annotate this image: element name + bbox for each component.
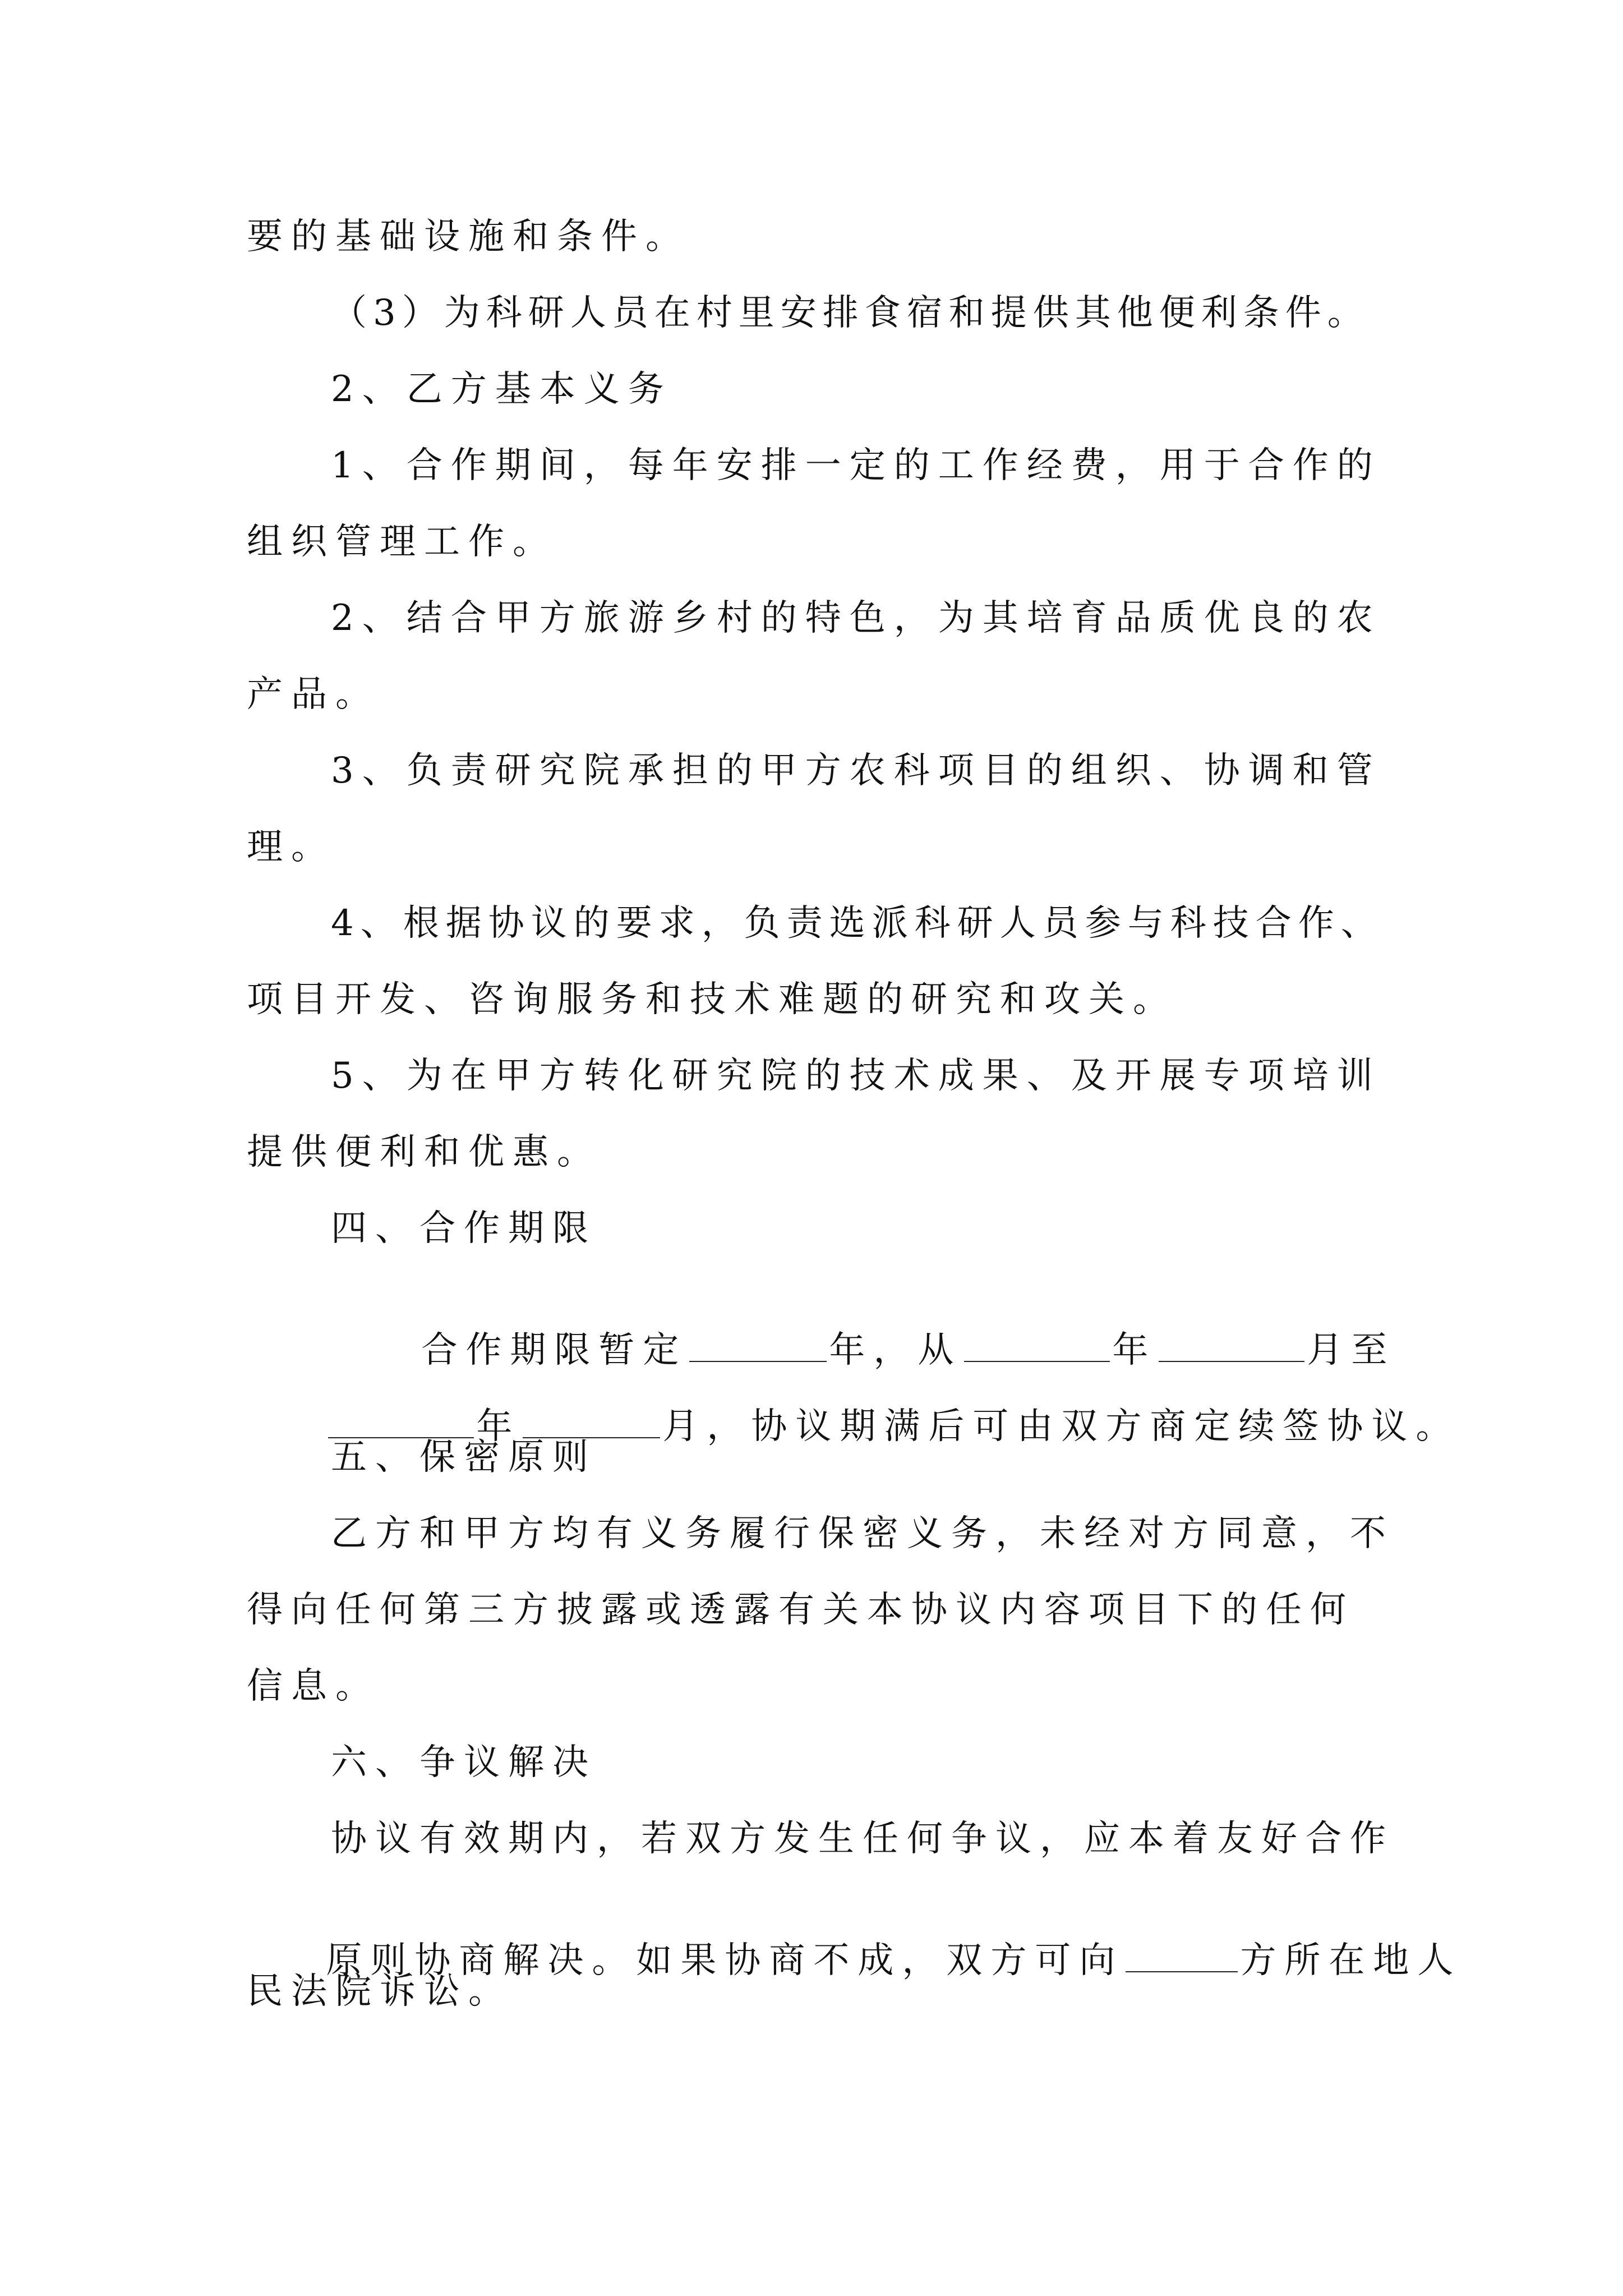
dispute-text: 原则协商解决。如果协商不成，双方可向 — [326, 1940, 1124, 1981]
text-line-with-blanks — [247, 1893, 1462, 1981]
text-line: 要的基础设施和条件。 — [247, 216, 690, 257]
text-line: 理。 — [247, 826, 335, 868]
text-line: 乙方和甲方均有义务履行保密义务，未经对方同意，不 — [331, 1513, 1394, 1554]
text-line: 2、结合甲方旅游乡村的特色，为其培育品质优良的农 — [331, 597, 1381, 639]
term-years-blank — [689, 1327, 827, 1362]
text-line: 协议有效期内，若双方发生任何争议，应本着友好合作 — [331, 1818, 1394, 1860]
text-line-with-blanks — [342, 1282, 1396, 1371]
section-heading: 2、乙方基本义务 — [331, 369, 672, 410]
section-heading: 五、保密原则 — [331, 1437, 597, 1478]
section-heading: 六、争议解决 — [331, 1742, 597, 1783]
text-line: 1、合作期间，每年安排一定的工作经费，用于合作的 — [331, 445, 1381, 486]
text-line: 4、根据协议的要求，负责选派科研人员参与科技合作、 — [331, 903, 1384, 944]
text-line: 信息。 — [247, 1665, 380, 1707]
text-line: 组织管理工作。 — [247, 521, 557, 563]
text-line: 得向任何第三方披露或透露有关本协议内容项目下的任何 — [247, 1589, 1354, 1631]
text-line: 提供便利和优惠。 — [247, 1131, 601, 1173]
year-label: 年 — [1112, 1329, 1157, 1371]
end-month-blank — [523, 1404, 660, 1438]
text-line: （3）为科研人员在村里安排食宿和提供其他便利条件。 — [331, 292, 1370, 334]
text-line: 5、为在甲方转化研究院的技术成果、及开展专项培训 — [331, 1055, 1381, 1097]
text-line: 产品。 — [247, 674, 380, 715]
section-heading: 四、合作期限 — [331, 1208, 597, 1249]
renewal-text: 月，协议期满后可由双方商定续签协议。 — [662, 1406, 1460, 1447]
court-location-text: 方所在地人 — [1240, 1940, 1462, 1981]
text-line: 3、负责研究院承担的甲方农科项目的组织、协调和管 — [331, 750, 1381, 792]
start-month-blank — [1159, 1327, 1304, 1362]
text-line-with-blanks — [247, 1359, 1460, 1447]
term-label: 合作期限暂定 — [421, 1329, 688, 1371]
end-year-blank — [328, 1404, 474, 1438]
text-line: 民法院诉讼。 — [247, 1971, 513, 2012]
month-to-label: 月至 — [1307, 1329, 1396, 1371]
start-year-blank — [964, 1327, 1110, 1362]
court-party-blank — [1126, 1938, 1238, 1972]
year-from-label: 年，从 — [829, 1329, 962, 1371]
year-label: 年 — [476, 1406, 521, 1447]
text-line: 项目开发、咨询服务和技术难题的研究和攻关。 — [247, 979, 1177, 1020]
